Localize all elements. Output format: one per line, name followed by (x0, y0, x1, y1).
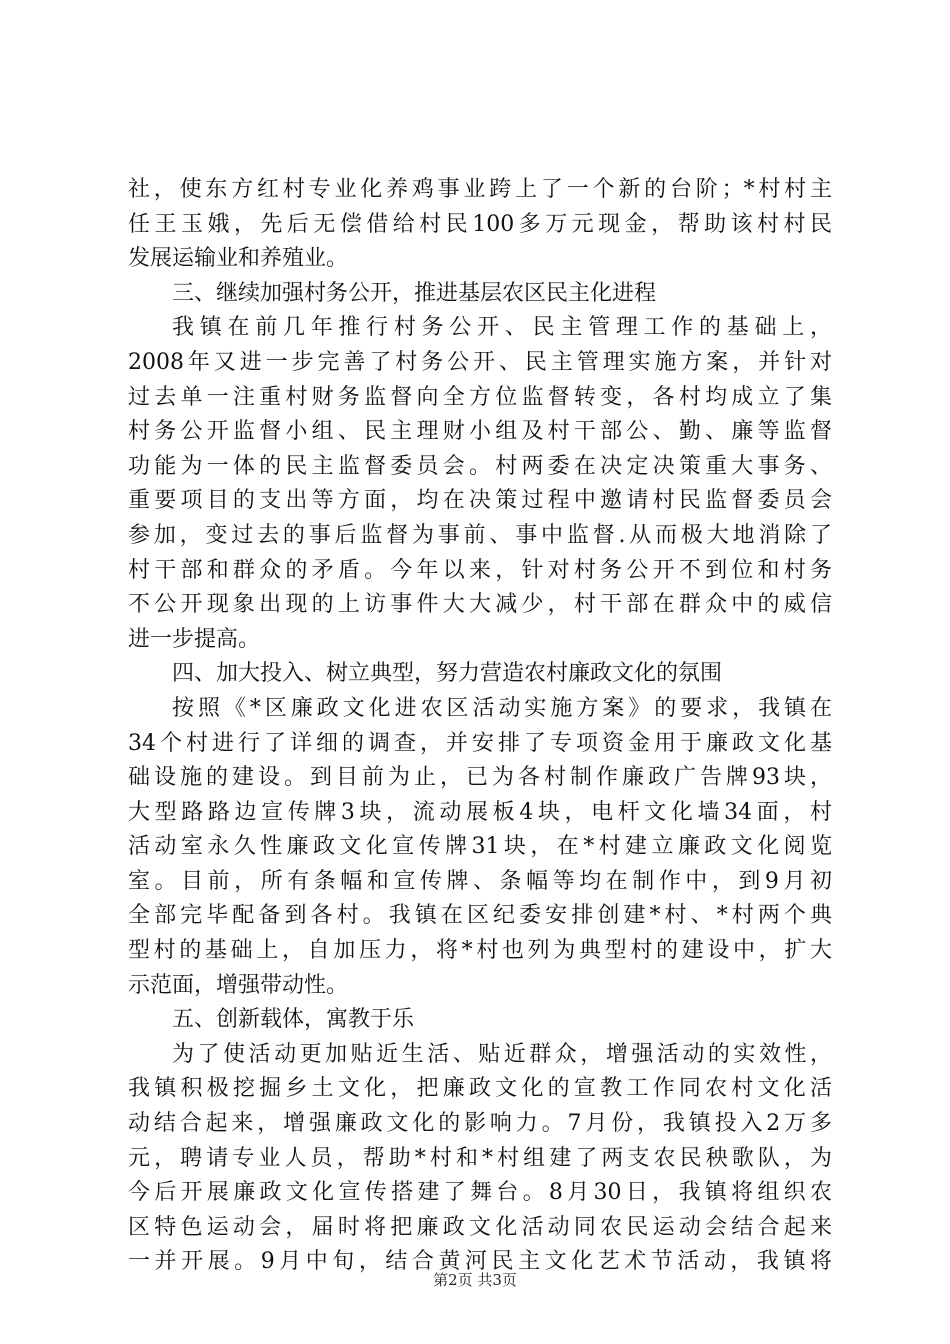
text-line: 今后开展廉政文化宣传搭建了舞台。8月30日，我镇将组织农 (128, 1180, 832, 1206)
text-line: 元，聘请专业人员，帮助*村和*村组建了两支农民秧歌队，为 (128, 1145, 832, 1171)
text-line: 参加，变过去的事后监督为事前、事中监督.从而极大地消除了 (128, 522, 832, 548)
text-line: 型村的基础上，自加压力，将*村也列为典型村的建设中，扩大 (128, 938, 832, 964)
text-line: 进一步提高。 (128, 626, 261, 652)
text-line: 不公开现象出现的上访事件大大减少，村干部在群众中的威信 (128, 592, 832, 618)
text-line: 2008年又进一步完善了村务公开、民主管理实施方案，并针对 (128, 349, 832, 375)
text-line: 全部完毕配备到各村。我镇在区纪委安排创建*村、*村两个典 (128, 903, 832, 929)
text-line: 重要项目的支出等方面，均在决策过程中邀请村民监督委员会 (128, 488, 832, 514)
text-line: 区特色运动会，届时将把廉政文化活动同农民运动会结合起来 (128, 1214, 832, 1240)
text-line: 社，使东方红村专业化养鸡事业跨上了一个新的台阶；*村村主 (128, 177, 832, 202)
text-line: 发展运输业和养殖业。 (128, 246, 349, 272)
text-line: 大型路路边宣传牌3块，流动展板4块，电杆文化墙34面，村 (128, 799, 832, 825)
text-line: 功能为一体的民主监督委员会。村两委在决定决策重大事务、 (128, 453, 832, 479)
text-line: 34个村进行了详细的调查，并安排了专项资金用于廉政文化基 (128, 730, 832, 756)
text-line: 我镇在前几年推行村务公开、民主管理工作的基础上， (172, 315, 832, 341)
text-line: 础设施的建设。到目前为止，已为各村制作廉政广告牌93块， (128, 765, 832, 791)
text-line: 动结合起来，增强廉政文化的影响力。7月份，我镇投入2万多 (128, 1111, 832, 1137)
text-line: 按照《*区廉政文化进农区活动实施方案》的要求，我镇在 (172, 695, 832, 721)
text-line: 室。目前，所有条幅和宣传牌、条幅等均在制作中，到9月初 (128, 868, 832, 894)
text-line: 为了使活动更加贴近生活、贴近群众，增强活动的实效性， (172, 1041, 832, 1067)
section-heading: 三、继续加强村务公开，推进基层农区民主化进程 (172, 280, 657, 306)
text-line: 示范面，增强带动性。 (128, 972, 349, 998)
text-line: 过去单一注重村财务监督向全方位监督转变，各村均成立了集 (128, 384, 832, 410)
text-line: 活动室永久性廉政文化宣传牌31块，在*村建立廉政文化阅览 (128, 834, 832, 860)
document-body (128, 173, 832, 1280)
section-heading: 五、创新载体，寓教于乐 (172, 1007, 415, 1033)
page-number-footer: 第2页 共3页 (433, 1271, 517, 1289)
section-heading: 四、加大投入、树立典型，努力营造农村廉政文化的氛围 (172, 661, 723, 687)
text-line: 村干部和群众的矛盾。今年以来，针对村务公开不到位和村务 (128, 557, 832, 583)
text-line: 任王玉娥，先后无偿借给村民100多万元现金，帮助该村村民 (128, 211, 832, 237)
text-line: 我镇积极挖掘乡土文化，把廉政文化的宣教工作同农村文化活 (128, 1076, 832, 1102)
text-line: 一并开展。9月中旬，结合黄河民主文化艺术节活动，我镇将 (128, 1249, 832, 1275)
text-line: 村务公开监督小组、民主理财小组及村干部公、勤、廉等监督 (128, 419, 832, 445)
